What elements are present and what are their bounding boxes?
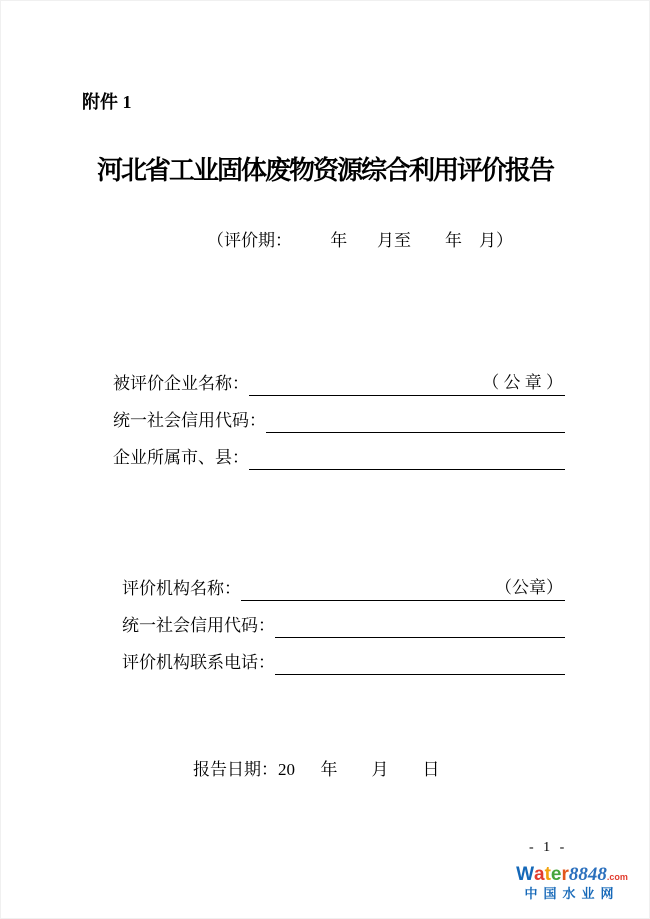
agency-phone-label: 评价机构联系电话：: [122, 653, 275, 672]
agency-phone-blank: [275, 650, 565, 675]
agency-credit-code-blank: [275, 613, 565, 638]
field-agency-name: [122, 576, 565, 601]
official-seal-hint: （ 公 章 ）: [482, 373, 563, 392]
brand-letter: r: [561, 864, 569, 885]
enterprise-credit-code-blank: [266, 408, 565, 433]
brand-letter: W: [516, 864, 535, 885]
brand-tld: .com: [606, 872, 628, 882]
brand-letter: t: [544, 864, 551, 885]
attachment-label: 附件 1: [82, 92, 132, 112]
enterprise-city-county-blank: [249, 445, 565, 470]
enterprise-name-label: 被评价企业名称：: [113, 374, 249, 393]
brand-letter: a: [534, 864, 545, 885]
field-agency-phone: [122, 650, 565, 675]
enterprise-info-block: [113, 371, 565, 482]
enterprise-name-blank: [249, 371, 565, 396]
field-enterprise-name: [113, 371, 565, 396]
agency-seal-hint: （公章）: [495, 578, 563, 597]
agency-info-block: [122, 576, 565, 687]
page-number: - 1 -: [529, 840, 568, 855]
field-agency-credit-code: [122, 613, 565, 638]
report-date: 报告日期：20 年 月 日: [193, 760, 440, 779]
field-enterprise-credit-code: [113, 408, 565, 433]
agency-name-blank: [241, 576, 565, 601]
brand-number: 8848: [568, 864, 607, 885]
brand-letter: e: [550, 864, 562, 885]
water8848-wordmark: [501, 865, 643, 884]
water8848-tagline: 中国水业网: [524, 886, 620, 901]
water8848-logo: [501, 865, 643, 900]
agency-credit-code-label: 统一社会信用代码：: [122, 616, 275, 635]
field-enterprise-city-county: [113, 445, 565, 470]
agency-name-label: 评价机构名称：: [122, 579, 241, 598]
evaluation-period: （评价期： 年 月至 年 月）: [207, 231, 513, 250]
enterprise-city-county-label: 企业所属市、县：: [113, 448, 249, 467]
page-title: 河北省工业固体废物资源综合利用评价报告: [96, 156, 553, 185]
enterprise-credit-code-label: 统一社会信用代码：: [113, 411, 266, 430]
